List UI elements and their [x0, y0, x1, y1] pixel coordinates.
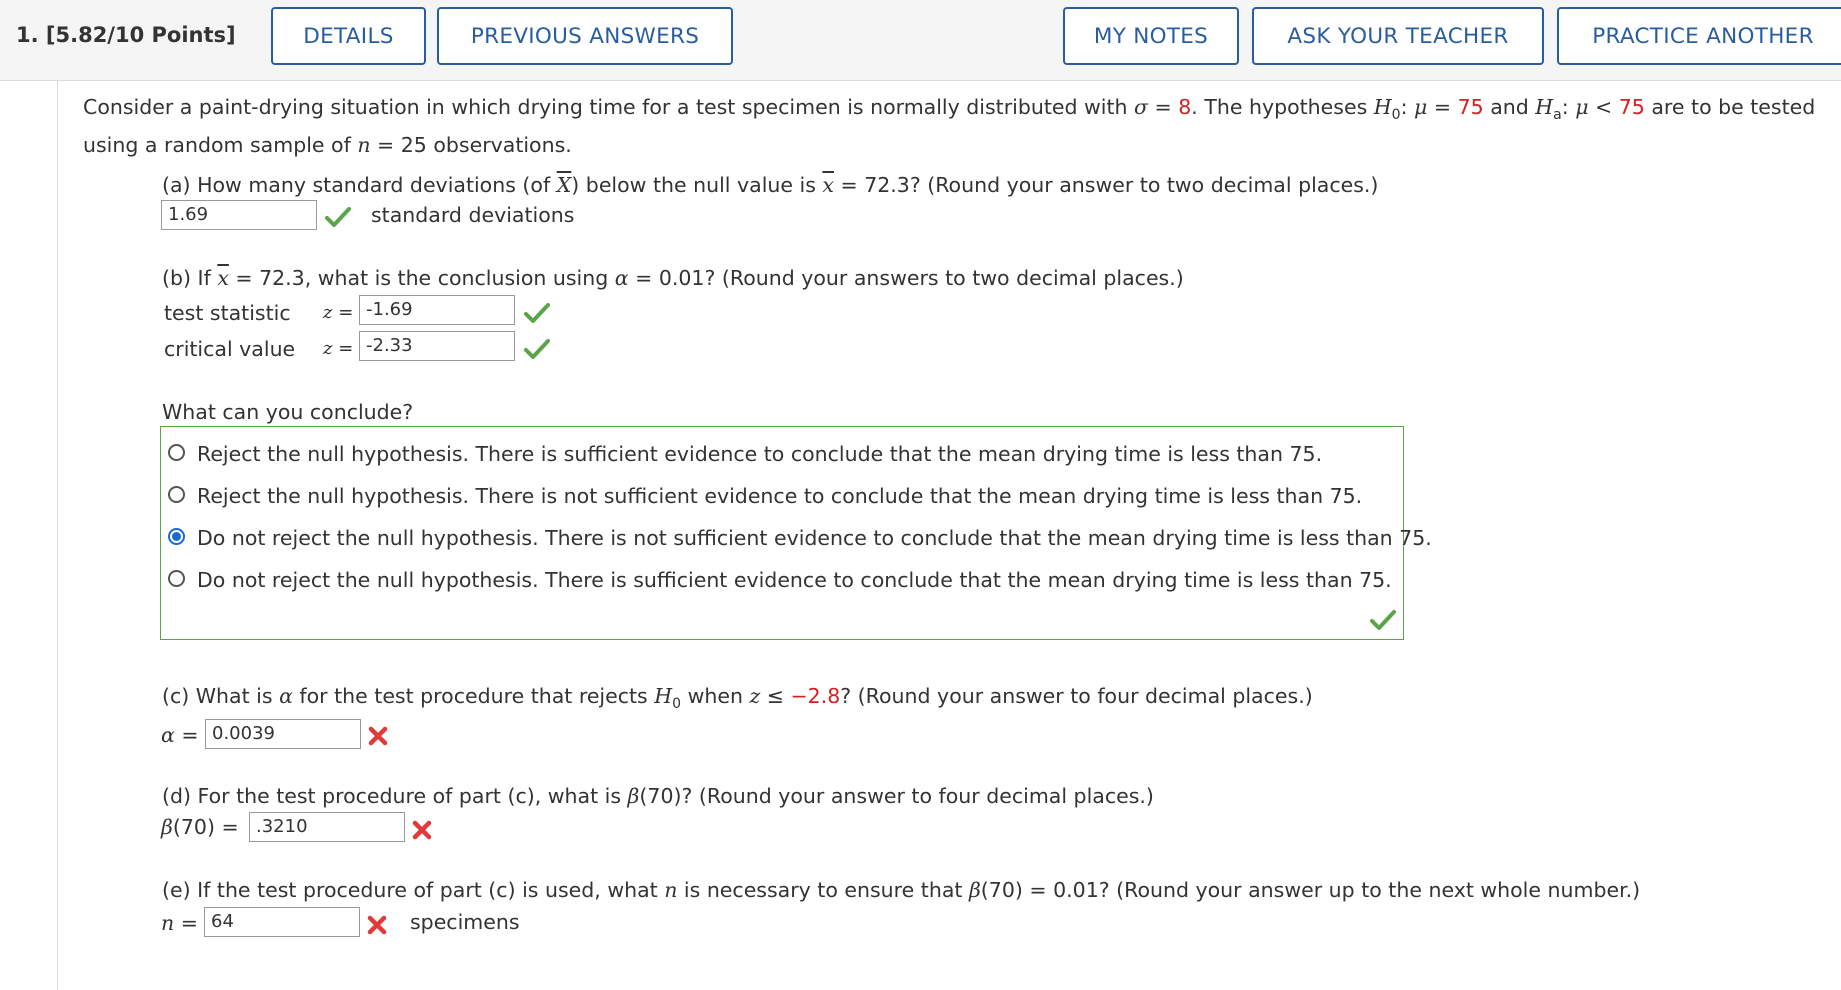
- part-a-unit: standard deviations: [371, 203, 575, 227]
- part-b-question: (b) If $\overline{x} = 72.3$, what is the conclusion using α = 0.01? (Round your answers to two decimal places.): [162, 266, 1184, 290]
- alt-value: 75: [1618, 95, 1645, 119]
- conclusion-radio-option-3-selected[interactable]: [168, 528, 185, 545]
- alpha-label: α =: [161, 723, 199, 747]
- correct-check-icon: [1370, 609, 1396, 631]
- correct-check-icon: [325, 206, 351, 228]
- part-d-answer-field[interactable]: .3210: [249, 812, 405, 842]
- critical-z-value: −2.8: [790, 684, 841, 708]
- conclusion-radio-option-1[interactable]: [168, 444, 185, 461]
- question-points-label: 1. [5.82/10 Points]: [16, 23, 236, 47]
- part-e-answer-field[interactable]: 64: [204, 907, 360, 937]
- conclusion-option-4-label[interactable]: Do not reject the null hypothesis. There is sufficient evidence to conclude that the mean drying time is less than 75.: [197, 568, 1392, 592]
- part-e-unit: specimens: [410, 910, 520, 934]
- details-button[interactable]: DETAILS: [271, 7, 426, 65]
- correct-check-icon: [524, 338, 550, 360]
- ask-your-teacher-button[interactable]: ASK YOUR TEACHER: [1252, 7, 1544, 65]
- incorrect-x-icon: [411, 819, 433, 841]
- test-statistic-z-label: z =: [323, 302, 354, 323]
- null-value: 75: [1457, 95, 1484, 119]
- question-header: [0, 0, 1841, 81]
- beta-label: β(70) =: [161, 815, 239, 839]
- test-statistic-field[interactable]: -1.69: [359, 295, 515, 325]
- critical-value-label: critical value: [164, 337, 296, 361]
- part-e-question: (e) If the test procedure of part (c) is used, what n is necessary to ensure that β(70) = 0.01? (Round your answer up to the next whole number.): [162, 878, 1641, 902]
- my-notes-button[interactable]: MY NOTES: [1063, 7, 1239, 65]
- correct-check-icon: [524, 302, 550, 324]
- incorrect-x-icon: [366, 914, 388, 936]
- conclusion-radio-option-2[interactable]: [168, 486, 185, 503]
- conclusion-radio-option-4[interactable]: [168, 570, 185, 587]
- incorrect-x-icon: [367, 725, 389, 747]
- conclusion-option-3-label[interactable]: Do not reject the null hypothesis. There is not sufficient evidence to conclude that the mean drying time is less than 75.: [197, 526, 1432, 550]
- problem-statement-line2: using a random sample of n = 25 observations.: [83, 133, 572, 157]
- conclusion-option-2-label[interactable]: Reject the null hypothesis. There is not sufficient evidence to conclude that the mean drying time is less than 75.: [197, 484, 1363, 508]
- conclusion-option-1-label[interactable]: Reject the null hypothesis. There is sufficient evidence to conclude that the mean drying time is less than 75.: [197, 442, 1323, 466]
- part-c-question: (c) What is α for the test procedure that rejects $H_0$ when z ≤ −2.8? (Round your answer to four decimal places.): [162, 684, 1313, 713]
- conclude-prompt: What can you conclude?: [162, 400, 414, 424]
- critical-value-field[interactable]: -2.33: [359, 331, 515, 361]
- previous-answers-button[interactable]: PREVIOUS ANSWERS: [437, 7, 733, 65]
- n-label: n =: [161, 911, 198, 935]
- part-a-answer-field[interactable]: 1.69: [161, 200, 317, 230]
- part-d-question: (d) For the test procedure of part (c), what is β(70)? (Round your answer to four decimal places.): [162, 784, 1154, 808]
- problem-statement-line1: Consider a paint-drying situation in which drying time for a test specimen is normally distributed with σ = 8. The hypotheses $H_0$: μ = 75 and $H_a$: μ < 75 are to be tested: [83, 95, 1816, 124]
- test-statistic-label: test statistic: [164, 301, 291, 325]
- practice-another-button[interactable]: PRACTICE ANOTHER: [1557, 7, 1841, 65]
- critical-value-z-label: z =: [323, 338, 354, 359]
- part-c-answer-field[interactable]: 0.0039: [205, 719, 361, 749]
- sigma-value: 8: [1178, 95, 1192, 119]
- part-a-question: (a) How many standard deviations (of $\overline{X}$) below the null value is $\overline{x} = 72.3$? (Round your answer to two decimal places.): [162, 173, 1379, 197]
